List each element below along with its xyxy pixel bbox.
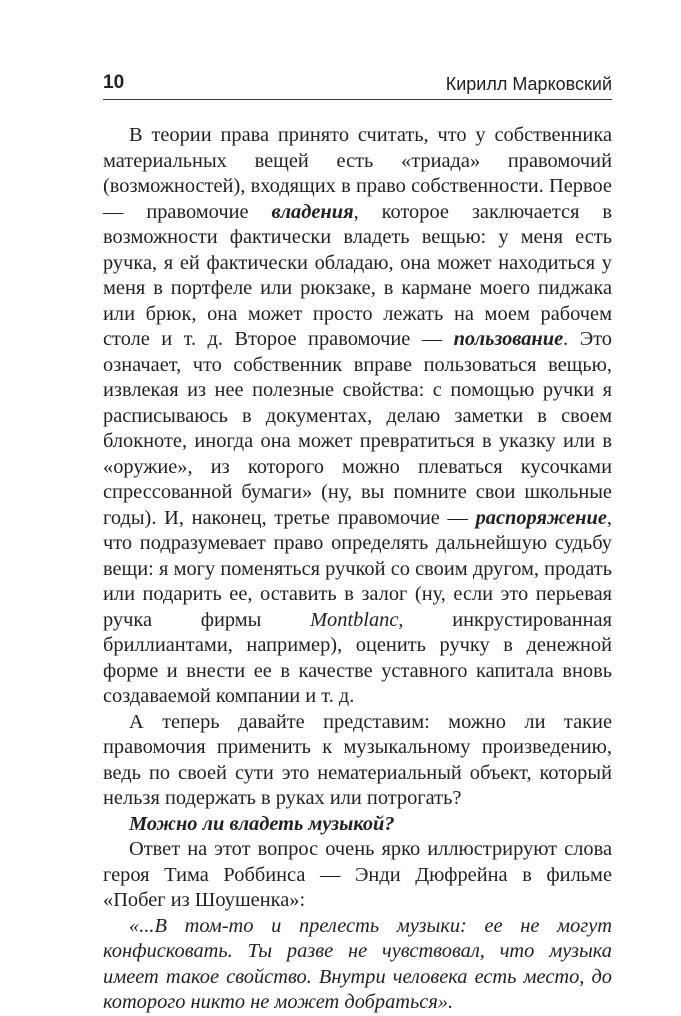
- paragraph-text: В теории права принято считать, что у собственника материальных вещей есть «триада» правомочий (возможностей), входящих в право собственности. Первое — правомочие: [103, 124, 612, 223]
- paragraph-text: , инкрустированная бриллиантами, например), оценить ручку в денежной форме и внести ее в качестве уставного капитала вновь создаваемой компании и т. д.: [103, 608, 612, 707]
- paragraph-music-question: А теперь давайте представим: можно ли такие правомочия применить к музыкальному произведению, ведь по своей сути это нематериальный объект, который нельзя подержать в руках или потрогать?: [103, 710, 612, 809]
- brand-name: Montblanc: [310, 608, 399, 631]
- running-head-author: Кирилл Марковский: [445, 74, 612, 94]
- paragraph-text: , что подразумевает право определять дальнейшую судьбу вещи: я могу поменяться ручкой со своим другом, продать или подарить ее, оставить в залог (ну, если это перьевая ручка фирмы: [103, 506, 612, 631]
- page-number: 10: [103, 72, 125, 93]
- film-quote: «...В том-то и прелесть музыки: ее не могут конфисковать. Ты разве не чувствовал, что музыка имеет такое свойство. Внутри человека есть место, до которого никто не может добраться».: [103, 914, 612, 1013]
- paragraph-text: . Это означает, что собственник вправе пользоваться вещью, извлекая из нее полезные свойства: с помощью ручки я расписываюсь в документах, делаю заметки в своем блокноте, иногда она может превратиться в указку или в «оружие», из которого можно плеваться кусочками спрессованной бумаги» (ну, вы помните свои школьные годы). И, наконец, третье правомочие —: [103, 328, 612, 529]
- term-use: пользование: [453, 328, 564, 350]
- header-divider: [103, 99, 612, 100]
- paragraph-rights-triad: [103, 123, 612, 710]
- paragraph-answer-intro: Ответ на этот вопрос очень ярко иллюстрируют слова героя Тима Роббинса — Энди Дюфрейна в фильме «Побег из Шоушенка»:: [103, 838, 612, 911]
- paragraph-text: , которое заключается в возможности фактически владеть вещью: у меня есть ручка, я ей фактически обладаю, она может находиться у меня в портфеле или рюкзаке, в кармане моего пиджака или брюк, она может просто лежать на моем рабочем столе и т. д. Второе правомочие —: [103, 200, 612, 350]
- term-disposal: распоряжение: [475, 506, 607, 529]
- page-body: [103, 123, 612, 1016]
- section-heading: Можно ли владеть музыкой?: [129, 812, 395, 835]
- term-possession: владения: [271, 200, 354, 223]
